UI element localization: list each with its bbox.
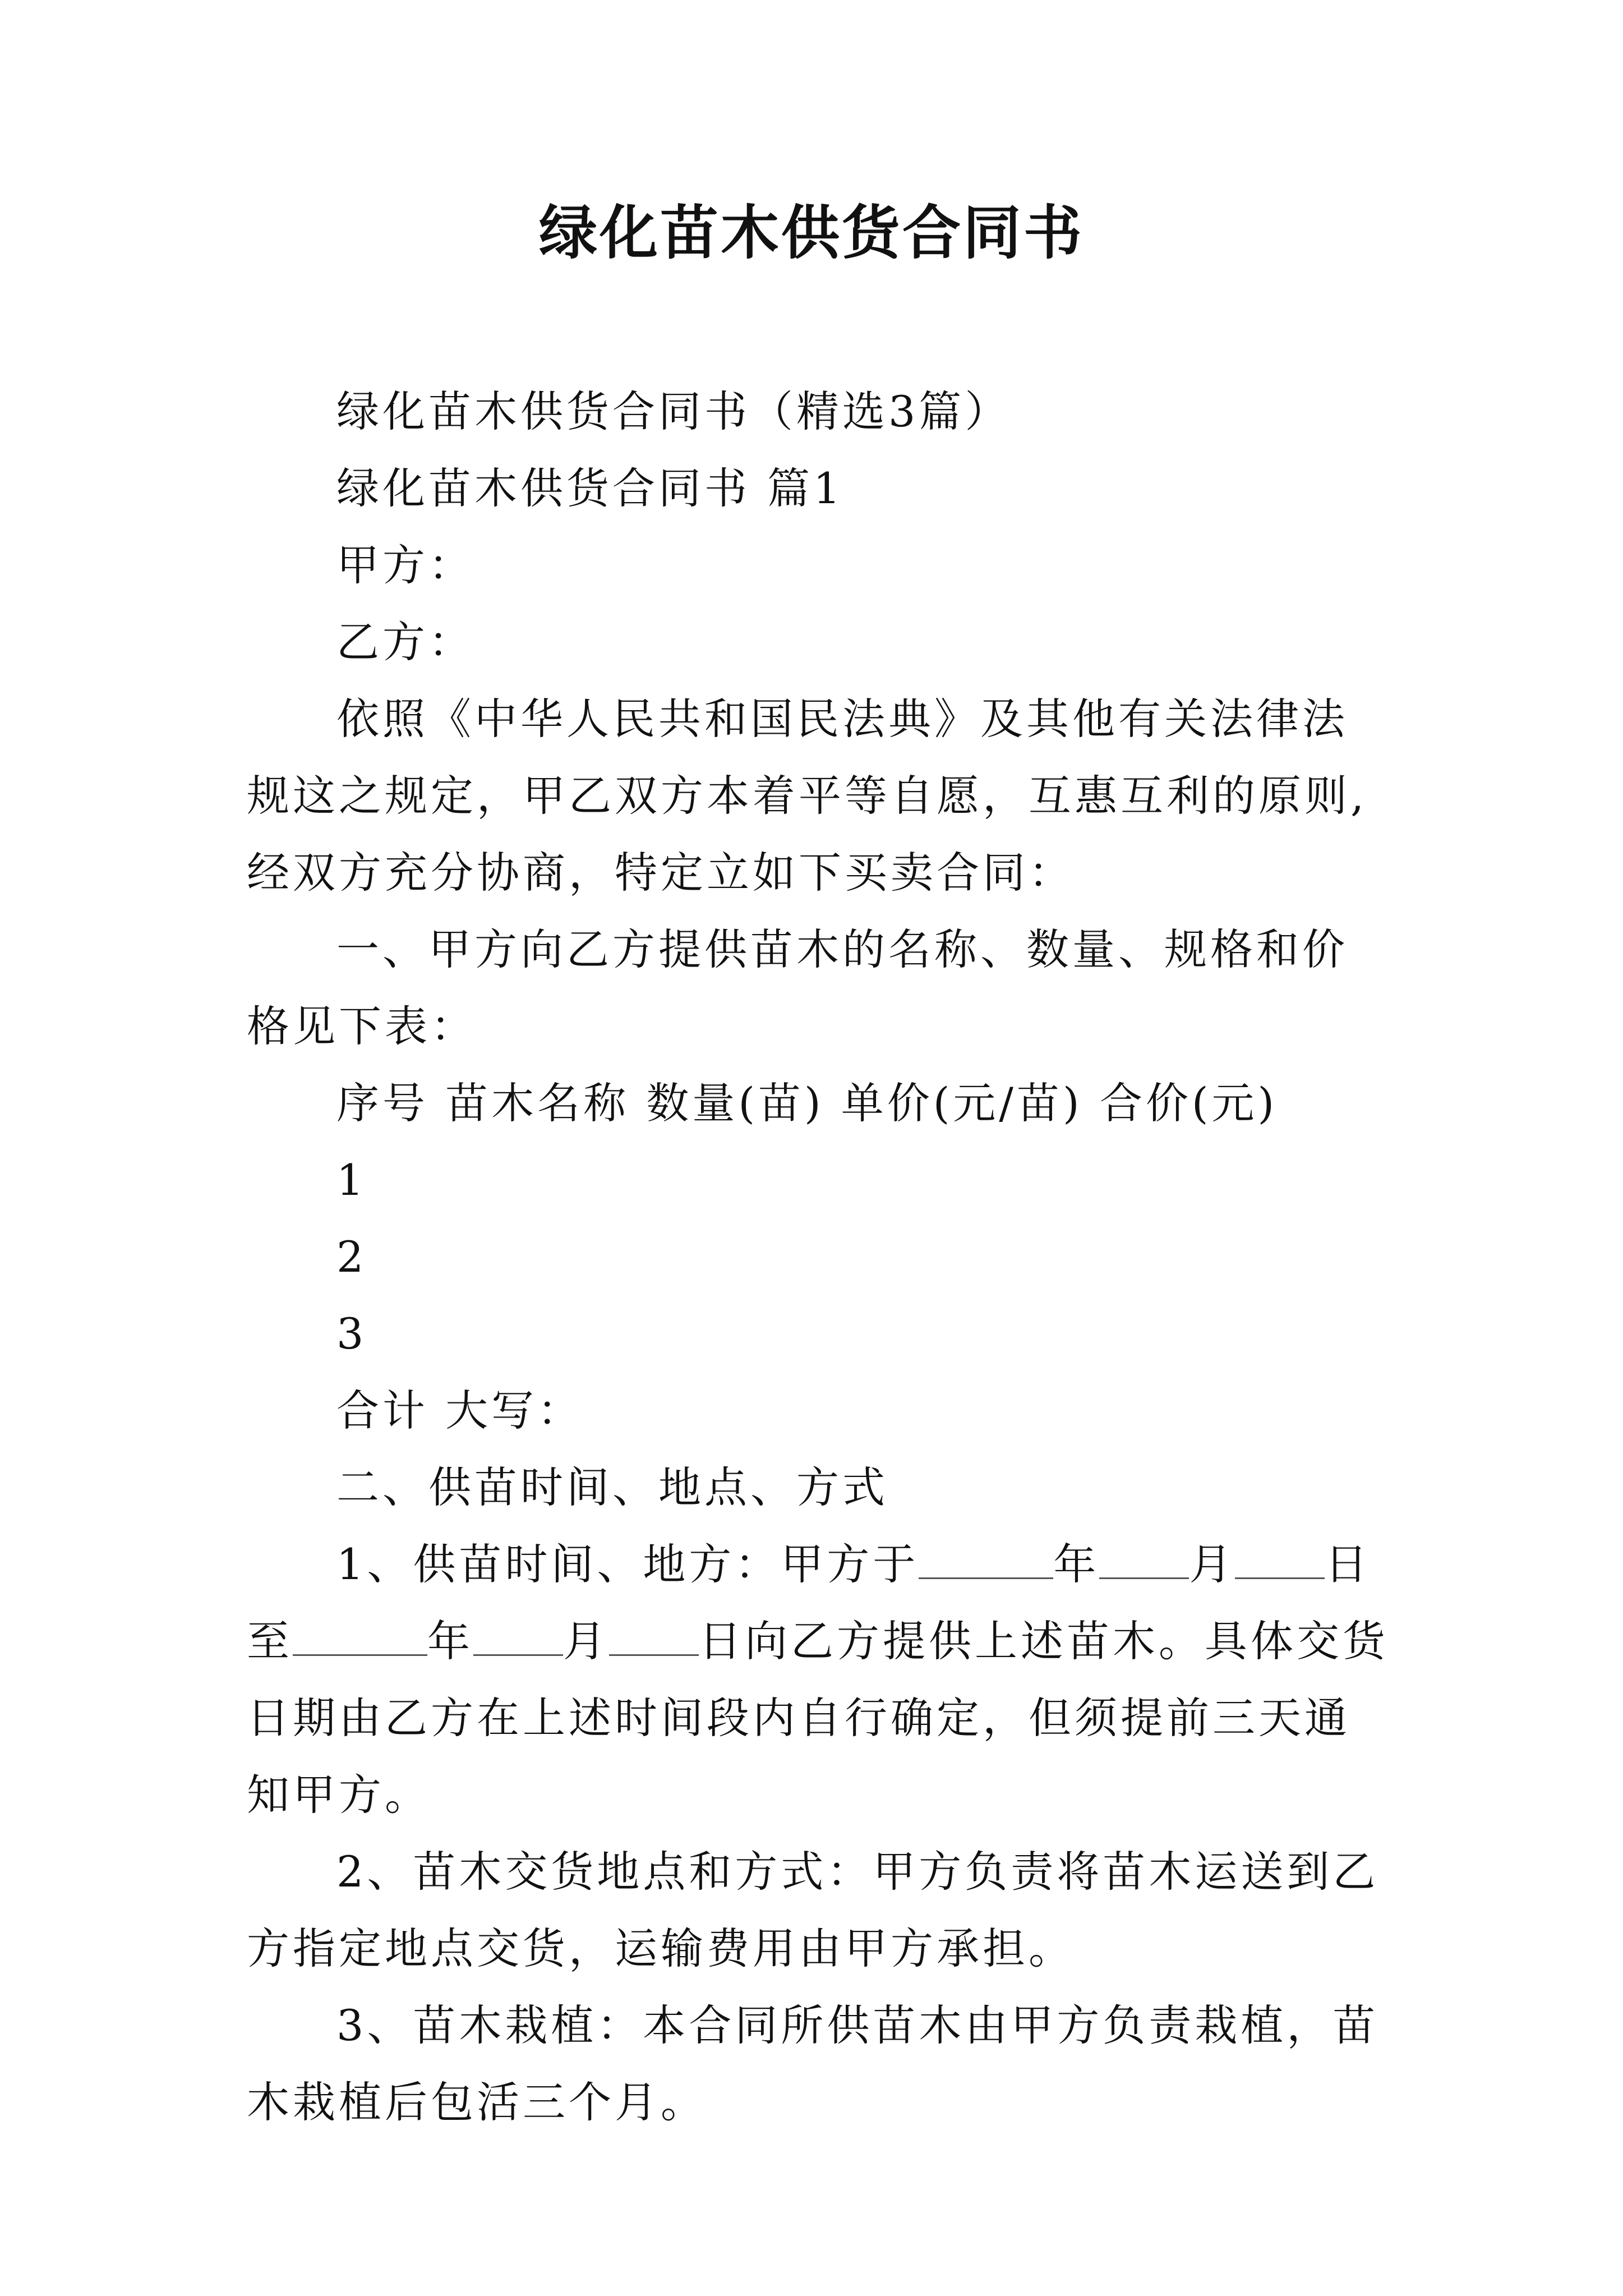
table-row: 2 <box>336 1232 367 1282</box>
document-title: 绿化苗木供货合同书 <box>538 199 1084 267</box>
clause-one: 一、甲方向乙方提供苗木的名称、数量、规格和价格见下表： <box>247 924 1348 1051</box>
item-three: 3、苗木栽植：本合同所供苗木由甲方负责栽植，苗木栽植后包活三个月。 <box>247 2000 1379 2127</box>
party-b-label: 乙方： <box>336 617 474 667</box>
blank-field <box>609 1621 699 1656</box>
table-row: 3 <box>336 1309 367 1359</box>
item-one-rest: 日向乙方提供上述苗木。具体交货日期由乙方在上述时间段内自行确定，但须提前三天通知甲方。 <box>247 1616 1389 1820</box>
month-label: 月 <box>1189 1539 1235 1589</box>
blank-field <box>919 1544 1053 1579</box>
intro-paragraph: 依照《中华人民共和国民法典》及其他有关法律法规这之规定，甲乙双方本着平等自愿，互惠互利的原则,经双方充分协商，特定立如下买卖合同： <box>247 694 1368 898</box>
blank-field <box>473 1621 563 1656</box>
party-a-label: 甲方： <box>336 540 474 590</box>
document-body <box>247 373 1391 2141</box>
item-one-text: 1、供苗时间、地方：甲方于 <box>336 1539 919 1589</box>
item-two: 2、苗木交货地点和方式：甲方负责将苗木运送到乙方指定地点交货，运输费用由甲方承担。 <box>247 1847 1379 1973</box>
month-label: 月 <box>563 1616 609 1666</box>
blank-field <box>293 1621 427 1656</box>
item-one <box>247 1526 1391 1833</box>
year-label: 年 <box>427 1616 473 1666</box>
part-heading: 绿化苗木供货合同书 篇1 <box>336 463 844 513</box>
clause-two-heading: 二、供苗时间、地点、方式 <box>336 1462 888 1512</box>
day-to-label: 日至 <box>247 1539 1371 1666</box>
blank-field <box>1235 1544 1325 1579</box>
table-row: 1 <box>336 1155 367 1205</box>
table-header: 序号 苗木名称 数量(苗) 单价(元/苗) 合价(元) <box>336 1078 1278 1128</box>
subtitle: 绿化苗木供货合同书（精选3篇） <box>336 386 1011 436</box>
year-label: 年 <box>1053 1539 1100 1589</box>
blank-field <box>1099 1544 1189 1579</box>
table-total: 合计 大写： <box>336 1386 584 1435</box>
